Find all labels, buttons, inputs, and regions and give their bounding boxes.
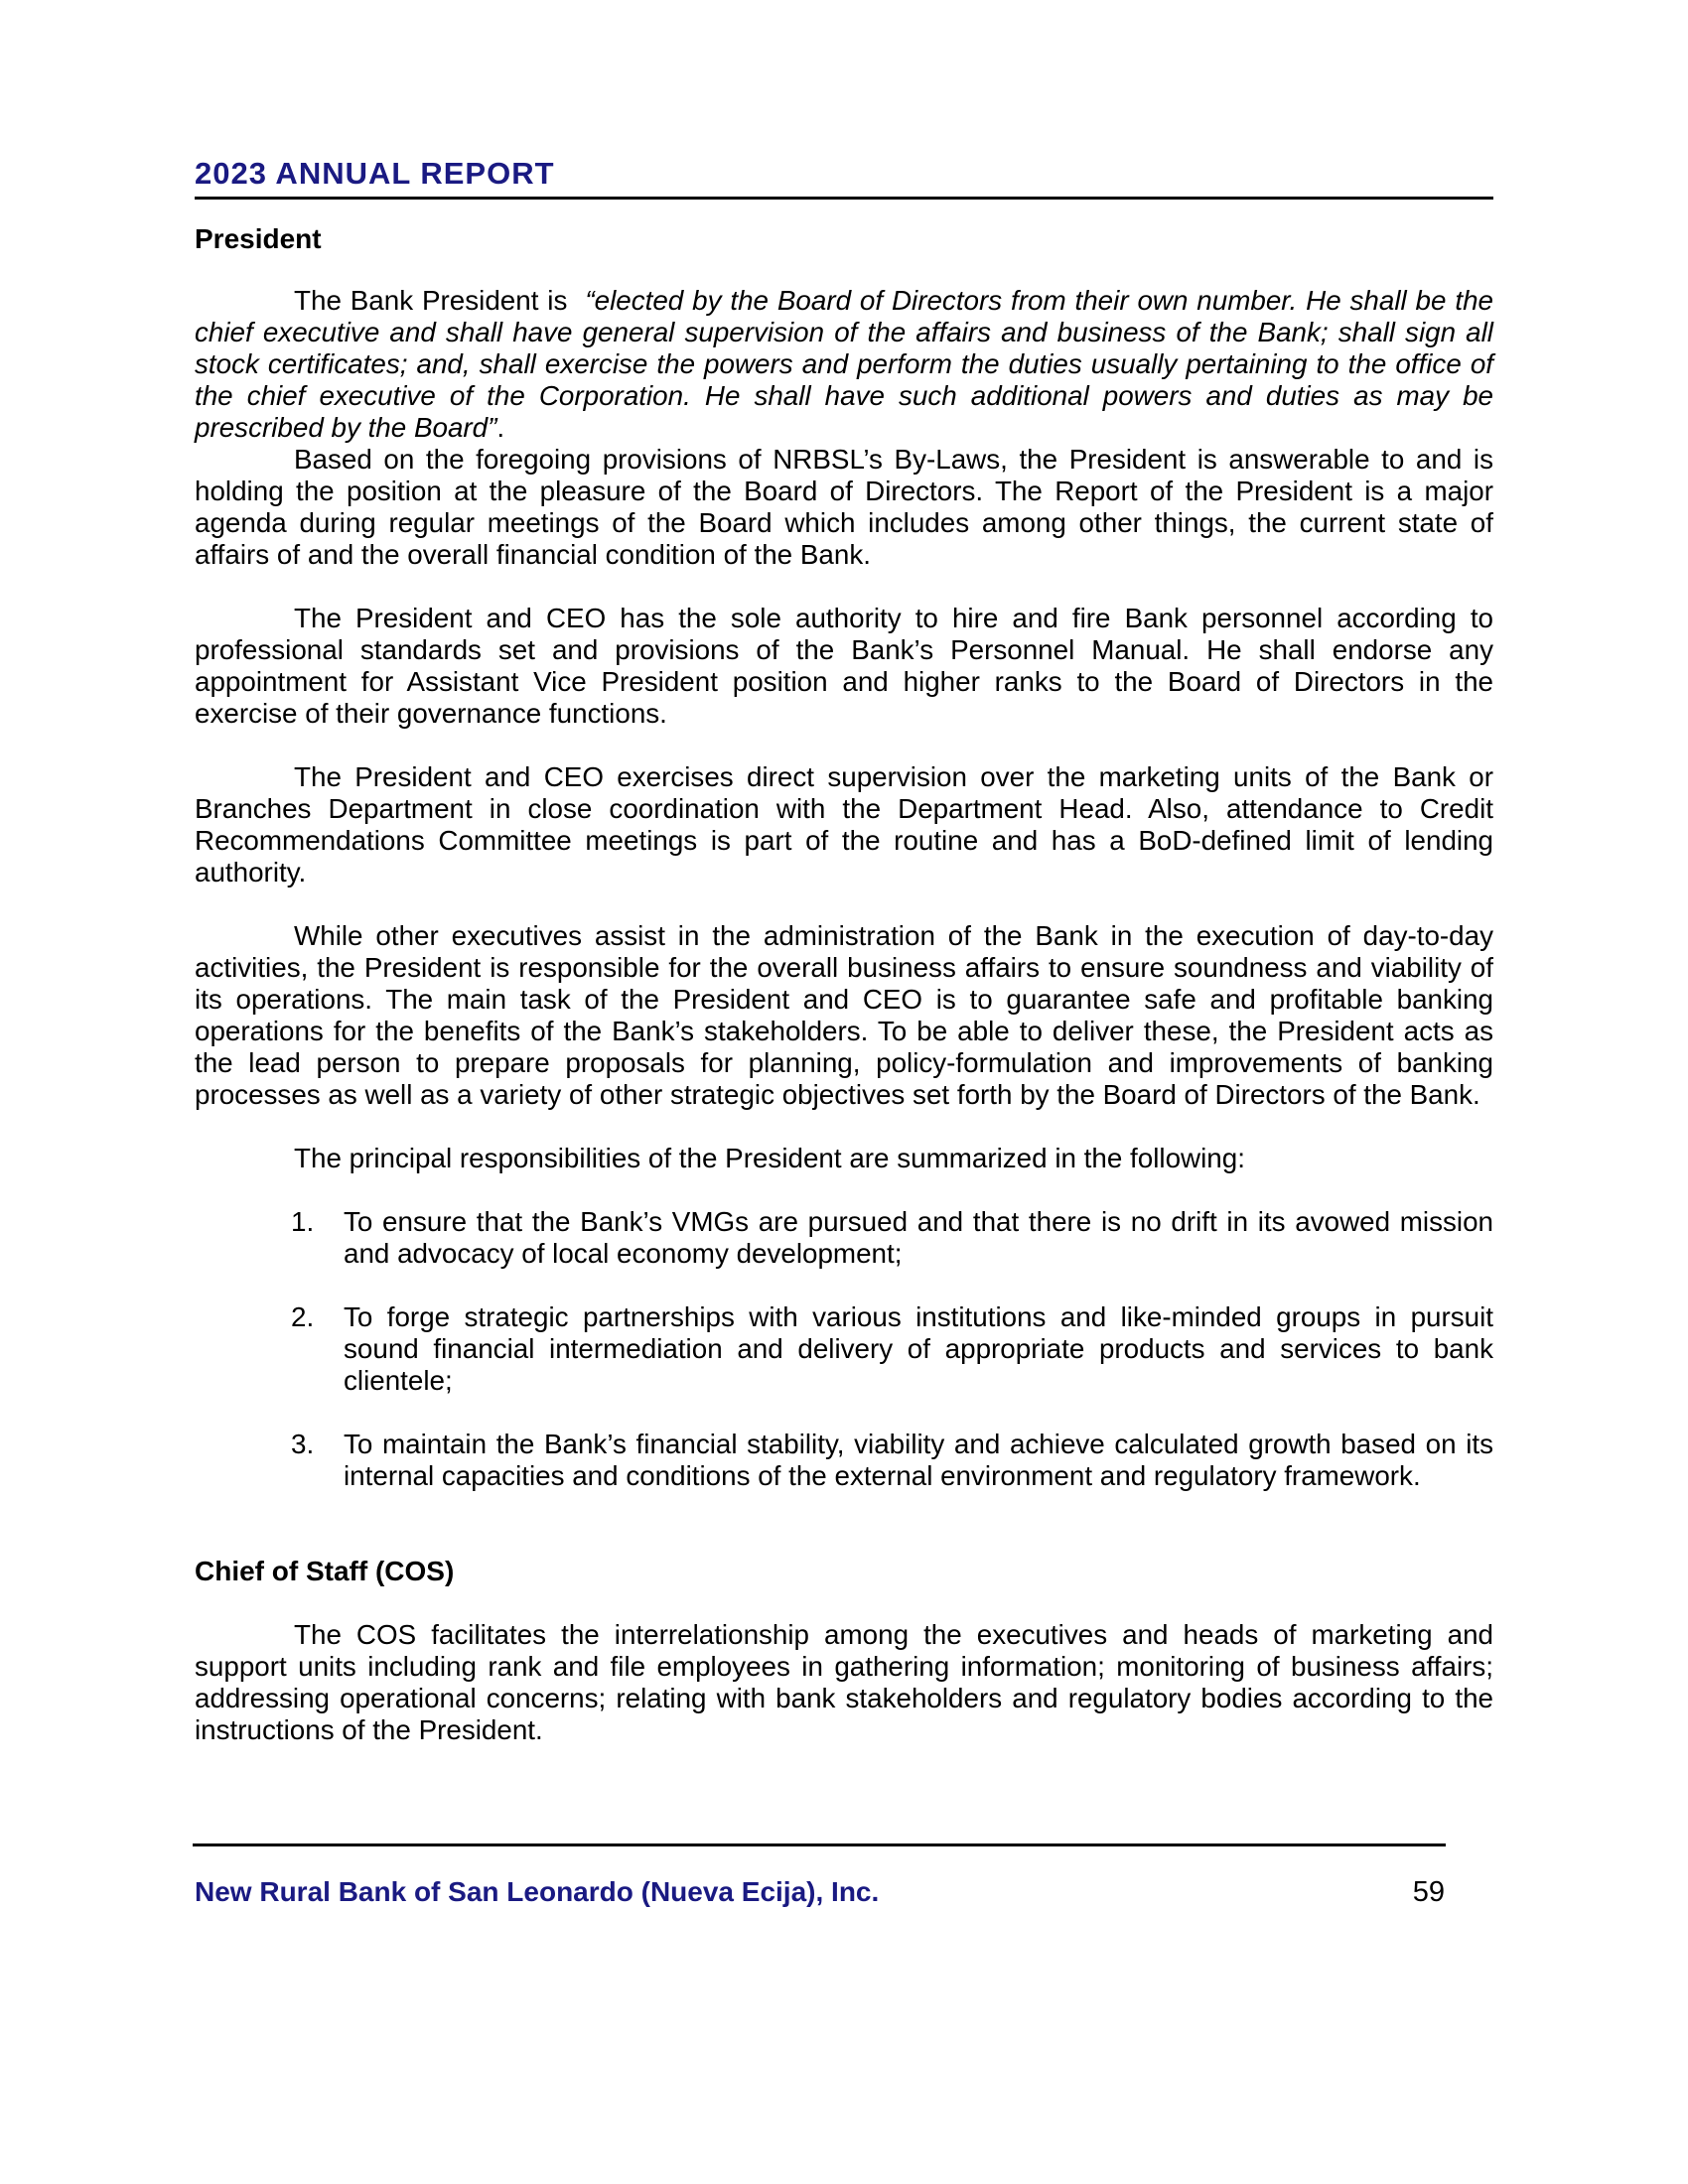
paragraph-hiring-authority: The President and CEO has the sole authority to hire and fire Bank personnel according to professional standards set and provisions of the Bank’s Personnel Manual. He shall endorse any appointment for Assistant Vice President position and higher ranks to the Board of Directors in the exercise of their governance functions.: [195, 603, 1493, 729]
footer-bank-name: New Rural Bank of San Leonardo (Nueva Ecija), Inc.: [195, 1876, 880, 1907]
list-item-1-text: To ensure that the Bank’s VMGs are pursued and that there is no drift in its avowed mission and advocacy of local economy development;: [344, 1206, 1493, 1269]
paragraph-cos-role: The COS facilitates the interrelationship among the executives and heads of marketing and support units including rank and file employees in gathering information; monitoring of business affairs; addressing operational concerns; relating with bank stakeholders and regulatory bodies according to the instructions of the President.: [195, 1619, 1493, 1745]
quote-tail-period: .: [496, 412, 505, 443]
page-content: [195, 0, 1493, 1746]
list-item-2-number: 2.: [291, 1301, 315, 1332]
page-footer: [195, 1876, 1445, 1908]
list-item-3: [195, 1429, 1493, 1492]
section-heading-chief-of-staff: Chief of Staff (COS): [195, 1556, 455, 1586]
list-item-2-text: To forge strategic partnerships with various institutions and like-minded groups in pursuit sound financial intermediation and delivery of appropriate products and services to bank clientele;: [344, 1301, 1493, 1396]
list-item-2: [195, 1301, 1493, 1397]
list-item-1-number: 1.: [291, 1206, 315, 1237]
paragraph-direct-supervision: The President and CEO exercises direct supervision over the marketing units of the Bank or Branches Department in close coordination with the Department Head. Also, attendance to Credit Recommendations Committee meetings is part of the routine and has a BoD-defined limit of lending authority.: [195, 761, 1493, 887]
paragraph-overall-business-affairs: While other executives assist in the administration of the Bank in the execution of day-to-day activities, the President is responsible for the overall business affairs to ensure soundness and viability of its operations. The main task of the President and CEO is to guarantee safe and profitable banking operations for the benefits of the Bank’s stakeholders. To be able to deliver these, the President acts as the lead person to prepare proposals for planning, policy-formulation and improvements of banking processes as well as a variety of other strategic objectives set forth by the Board of Directors of the Bank.: [195, 920, 1493, 1110]
list-item-1: [195, 1206, 1493, 1270]
paragraph-bylaws-basis: Based on the foregoing provisions of NRBSL’s By-Laws, the President is answerable to and is holding the position at the pleasure of the Board of Directors. The Report of the President is a major agenda during regular meetings of the Board which includes among other things, the current state of affairs of and the overall financial condition of the Bank.: [195, 444, 1493, 570]
section-heading-president: President: [195, 223, 322, 254]
responsibilities-list: [195, 1206, 1493, 1492]
footer-page-number: 59: [1412, 1876, 1445, 1908]
header-divider-rule: [195, 197, 1493, 200]
paragraph-responsibilities-intro: The principal responsibilities of the President are summarized in the following:: [294, 1143, 1245, 1173]
report-header-title: 2023 ANNUAL REPORT: [195, 156, 555, 191]
quote-lead-text: The Bank President is: [294, 285, 568, 316]
list-item-3-text: To maintain the Bank’s financial stability, viability and achieve calculated growth based on its internal capacities and conditions of the external environment and regulatory framework.: [344, 1429, 1493, 1491]
bylaws-quote-italic: “elected by the Board of Directors from their own number. He shall be the chief executive and shall have general supervision of the affairs and business of the Bank; shall sign all stock certificates; and, shall exercise the powers and perform the duties usually pertaining to the office of the chief executive of the Corporation. He shall have such additional powers and duties as may be prescribed by the Board”: [195, 285, 1493, 443]
paragraph-president-quote: [195, 285, 1493, 444]
list-item-3-number: 3.: [291, 1429, 315, 1459]
footer-divider-rule: [193, 1843, 1446, 1846]
